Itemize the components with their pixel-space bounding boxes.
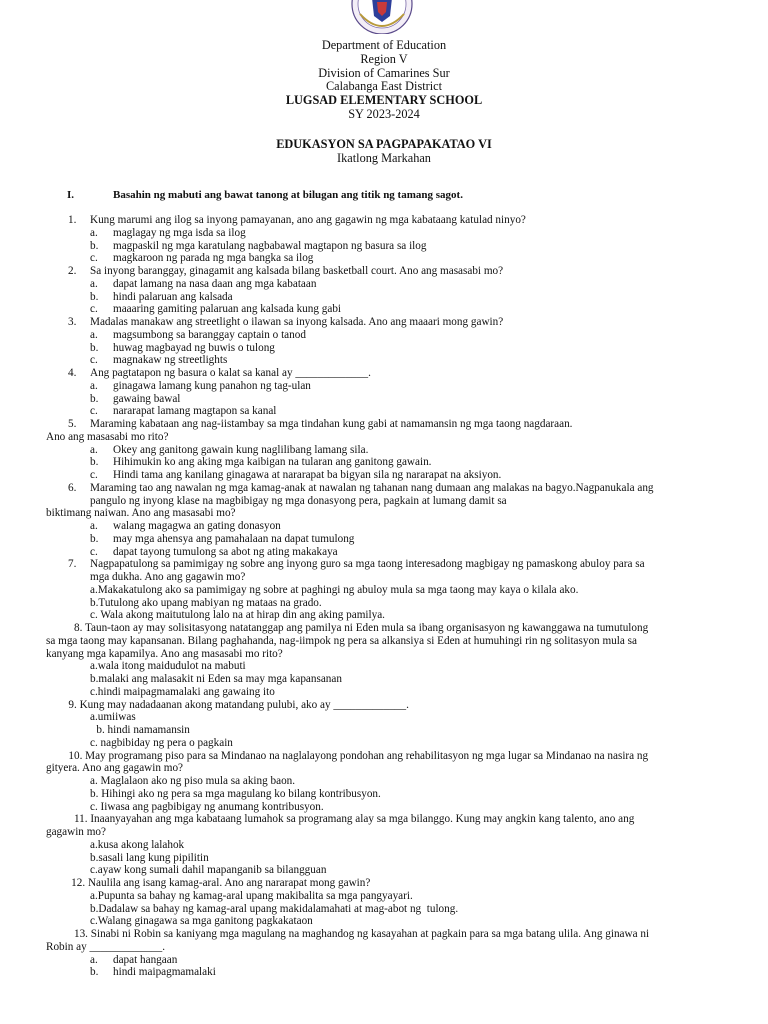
choice-letter: a. (90, 277, 98, 290)
question-text-line: gityera. Ano ang gagawin mo? (46, 762, 184, 775)
instruction-text: Basahin ng mabuti ang bawat tanong at bilugan ang titik ng tamang sagot. (113, 189, 463, 201)
choice-letter: b. (90, 456, 99, 469)
choice-text: maaaring gamiting palaruan ang kalsada kung gabi (113, 303, 342, 316)
answer-choice: c.Walang ginagawa sa mga ganitong pagkakataon (90, 915, 313, 928)
answer-choice (0, 456, 768, 469)
answer-choice (0, 342, 768, 355)
answer-choice: b. Hihingi ako ng pera sa mga magulang ko bilang kontribusyon. (90, 787, 381, 800)
answer-choice (0, 546, 768, 559)
answer-choice (0, 329, 768, 342)
choice-letter: a. (90, 443, 98, 456)
question-text: Madalas manakaw ang streetlight o ilawan sa inyong kalsada. Ano ang maaari mong gawin? (90, 316, 504, 328)
answer-choice (0, 393, 768, 406)
choice-text: ginagawa lamang kung panahon ng tag-ulan (113, 379, 311, 392)
question-text: Sa inyong baranggay, ginagamit ang kalsada bilang basketball court. Ano ang masasabi mo? (90, 265, 504, 277)
choice-letter: a. (90, 953, 98, 966)
question-item (0, 558, 768, 571)
subject-heading (0, 137, 768, 165)
choice-letter: c. (90, 545, 98, 558)
answer-choice (0, 227, 768, 240)
choice-letter: c. (90, 469, 98, 481)
quarter-label: Ikatlong Markahan (337, 151, 431, 165)
question-list (0, 214, 768, 979)
question-text-line: Ano ang masasabi mo rito? (46, 430, 169, 443)
answer-choice: b.Dadalaw sa bahay ng kamag-aral upang makidalamahati at mag-abot ng tulong. (90, 902, 459, 915)
department-line: Department of Education (321, 38, 447, 52)
region-line: Region V (360, 51, 408, 66)
answer-choice (0, 966, 768, 979)
choice-letter: a. (90, 328, 98, 341)
question-text-line: kanyang mga kapamilya. Ano ang masasabi mo rito? (46, 647, 283, 660)
document-header (0, 39, 768, 122)
question-text: Kung marumi ang ilog sa inyong pamayanan, ano ang gagawin ng mga kabataang katulad ninyo? (90, 214, 526, 226)
question-text-line: 13. Sinabi ni Robin sa kaniyang mga magulang na maghandog ng kasayahan at pagkain para sa mga batang ulila. Ang ginawa ni (46, 928, 650, 940)
answer-choice: c.ayaw kong sumali dahil mapanganib sa bilangguan (90, 864, 327, 877)
question-item (0, 367, 768, 380)
choice-text: huwag magbayad ng buwis o tulong (113, 341, 275, 354)
choice-text: magkaroon ng parada ng mga bangka sa ilog (113, 252, 314, 265)
choice-text: may mga ahensya ang pamahalaan na dapat tumulong (113, 532, 355, 545)
question-item (0, 316, 768, 329)
answer-choice: a. Maglalaon ako ng piso mula sa aking baon. (90, 775, 296, 787)
answer-choice: c. nagbibiday ng pera o pagkain (90, 736, 233, 749)
answer-choice: c.hindi maipagmamalaki ang gawaing ito (90, 685, 275, 698)
choice-text: magnakaw ng streetlights (113, 354, 228, 367)
question-number: 3. (68, 316, 77, 328)
choice-letter: b. (90, 341, 99, 354)
answer-choice (0, 405, 768, 418)
question-item (0, 265, 768, 278)
choice-text: dapat lamang na nasa daan ang mga kabataan (113, 277, 317, 290)
question-text-line: mga dukha. Ano ang gagawin mo? (90, 571, 246, 583)
answer-choice (0, 444, 768, 457)
choice-text: gawaing bawal (113, 392, 181, 405)
choice-letter: b. (90, 966, 99, 979)
answer-choice: a.Makakatulong ako sa pamimigay ng sobre at paghingi ng abuloy mula sa mga taong may kaya o kilala ako. (90, 583, 579, 596)
instruction-line (67, 189, 463, 202)
question-text: Maraming kabataan ang nag-iistambay sa mga tindahan kung gabi at namamansin ng mga taong nagdaraan. (90, 418, 573, 430)
question-item (0, 418, 768, 431)
answer-choice (0, 240, 768, 253)
question-number: 2. (68, 265, 77, 277)
choice-letter: a. (90, 379, 98, 392)
choice-text: maglagay ng mga isda sa ilog (113, 226, 246, 239)
choice-text: Hindi tama ang kanilang ginagawa at nararapat ba bigyan sila ng nararapat na aksiyon. (113, 469, 502, 481)
deped-seal-logo (350, 0, 414, 34)
answer-choice: c. Iiwasa ang pagbibigay ng anumang kontribusyon. (90, 800, 324, 813)
answer-choice: a.kusa akong lalahok (90, 838, 185, 851)
question-number: 7. (68, 558, 77, 571)
question-number: 1. (68, 214, 77, 226)
choice-letter: a. (90, 520, 98, 532)
school-year: SY 2023-2024 (348, 106, 420, 121)
choice-letter: a. (90, 226, 98, 239)
choice-letter: c. (90, 252, 98, 265)
choice-text: Okey ang ganitong gawain kung naglilibang lamang sila. (113, 443, 369, 456)
answer-choice: b.Tutulong ako upang mabiyan ng mataas na grado. (90, 596, 322, 609)
question-text-line: biktimang naiwan. Ano ang masasabi mo? (46, 507, 236, 520)
question-text-line: sa mga taong may kapansanan. Bilang paghahanda, nag-iimpok ng pera sa alkansiya si Eden at humuhingi rin ng solitasyon mula sa (46, 634, 637, 647)
choice-text: Hihimukin ko ang aking mga kaibigan na tularan ang ganitong gawain. (113, 456, 432, 469)
question-text-line: gagawin mo? (46, 826, 106, 838)
question-number: 5. (68, 418, 77, 430)
choice-letter: b. (90, 239, 99, 252)
question-item (0, 482, 768, 495)
choice-text: dapat hangaan (113, 953, 178, 966)
question-text-line: 8. Taun-taon ay may solisitasyong natatanggap ang pamilya ni Eden mula sa ibang organisasyon ng kawanggawa na tumutulong (46, 622, 649, 634)
question-item (0, 214, 768, 227)
choice-text: magsumbong sa baranggay captain o tanod (113, 328, 306, 341)
choice-text: dapat tayong tumulong sa abot ng ating makakaya (113, 545, 338, 558)
choice-letter: c. (90, 354, 98, 367)
question-text-line: Robin ay _____________. (46, 940, 166, 953)
answer-choice (0, 354, 768, 367)
choice-text: nararapat lamang magtapon sa kanal (113, 405, 277, 418)
question-text-line: 12. Naulila ang isang kamag-aral. Ano ang nararapat mong gawin? (46, 877, 371, 889)
choice-text: hindi palaruan ang kalsada (113, 290, 233, 303)
question-text: Nagpapatulong sa pamimigay ng sobre ang inyong guro sa mga taong interesadong magbigay ng pamaskong abuloy para sa (90, 558, 645, 571)
answer-choice (0, 380, 768, 393)
answer-choice: a.umiiwas (90, 711, 136, 724)
choice-letter: b. (90, 532, 99, 545)
question-text: Maraming tao ang nawalan ng mga kamag-anak at nawalan ng tahanan nang dumaan ang malakas na bagyo.Nagpanukala ang (90, 481, 654, 494)
choice-letter: b. (90, 392, 99, 405)
question-number: 4. (68, 367, 77, 379)
subject-title: EDUKASYON SA PAGPAPAKATAO VI (276, 137, 492, 151)
section-number: I. (67, 189, 75, 201)
question-text-line: 9. Kung may nadadaanan akong matandang pulubi, ako ay _____________. (46, 698, 409, 711)
answer-choice: a.Pupunta sa bahay ng kamag-aral upang makibalita sa mga pangyayari. (90, 889, 413, 902)
question-text-line: 11. Inaanyayahan ang mga kabataang lumahok sa programang alay sa mga bilanggo. Kung may angkin kang talento, ano ang (46, 813, 635, 826)
answer-choice (0, 520, 768, 533)
choice-text: magpaskil ng mga karatulang nagbabawal magtapon ng basura sa ilog (113, 239, 427, 252)
choice-letter: c. (90, 303, 98, 316)
question-text-line: b. hindi namamansin (46, 724, 190, 736)
answer-choice (0, 278, 768, 291)
answer-choice (0, 252, 768, 265)
question-text-line: pangulo ng inyong klase na magbibigay ng mga donasyong pera, pagkain at lumang damit sa (90, 494, 507, 507)
choice-letter: c. (90, 405, 98, 418)
answer-choice (0, 291, 768, 304)
question-number: 6. (68, 481, 77, 494)
district-line: Calabanga East District (325, 79, 443, 94)
question-text: Ang pagtatapon ng basura o kalat sa kanal ay _____________. (90, 367, 371, 379)
choice-text: walang magagwa an gating donasyon (113, 520, 281, 532)
division-line: Division of Camarines Sur (318, 65, 450, 80)
choice-letter: b. (90, 290, 99, 303)
answer-choice: b.sasali lang kung pipilitin (90, 851, 209, 864)
school-name: LUGSAD ELEMENTARY SCHOOL (285, 93, 483, 108)
answer-choice (0, 533, 768, 546)
choice-text: hindi maipagmamalaki (113, 966, 216, 979)
answer-choice (0, 954, 768, 967)
answer-choice: a.wala itong maidudulot na mabuti (90, 660, 246, 673)
question-text-line: 10. May programang piso para sa Mindanao na naglalayong pondohan ang rehabilitasyon ng mga lugar sa Mindanao na nasira ng (46, 749, 649, 762)
answer-choice: c. Wala akong maitutulong lalo na at hirap din ang aking pamilya. (90, 609, 385, 622)
answer-choice (0, 469, 768, 482)
answer-choice: b.malaki ang malasakit ni Eden sa may mga kapansanan (90, 673, 342, 685)
answer-choice (0, 303, 768, 316)
